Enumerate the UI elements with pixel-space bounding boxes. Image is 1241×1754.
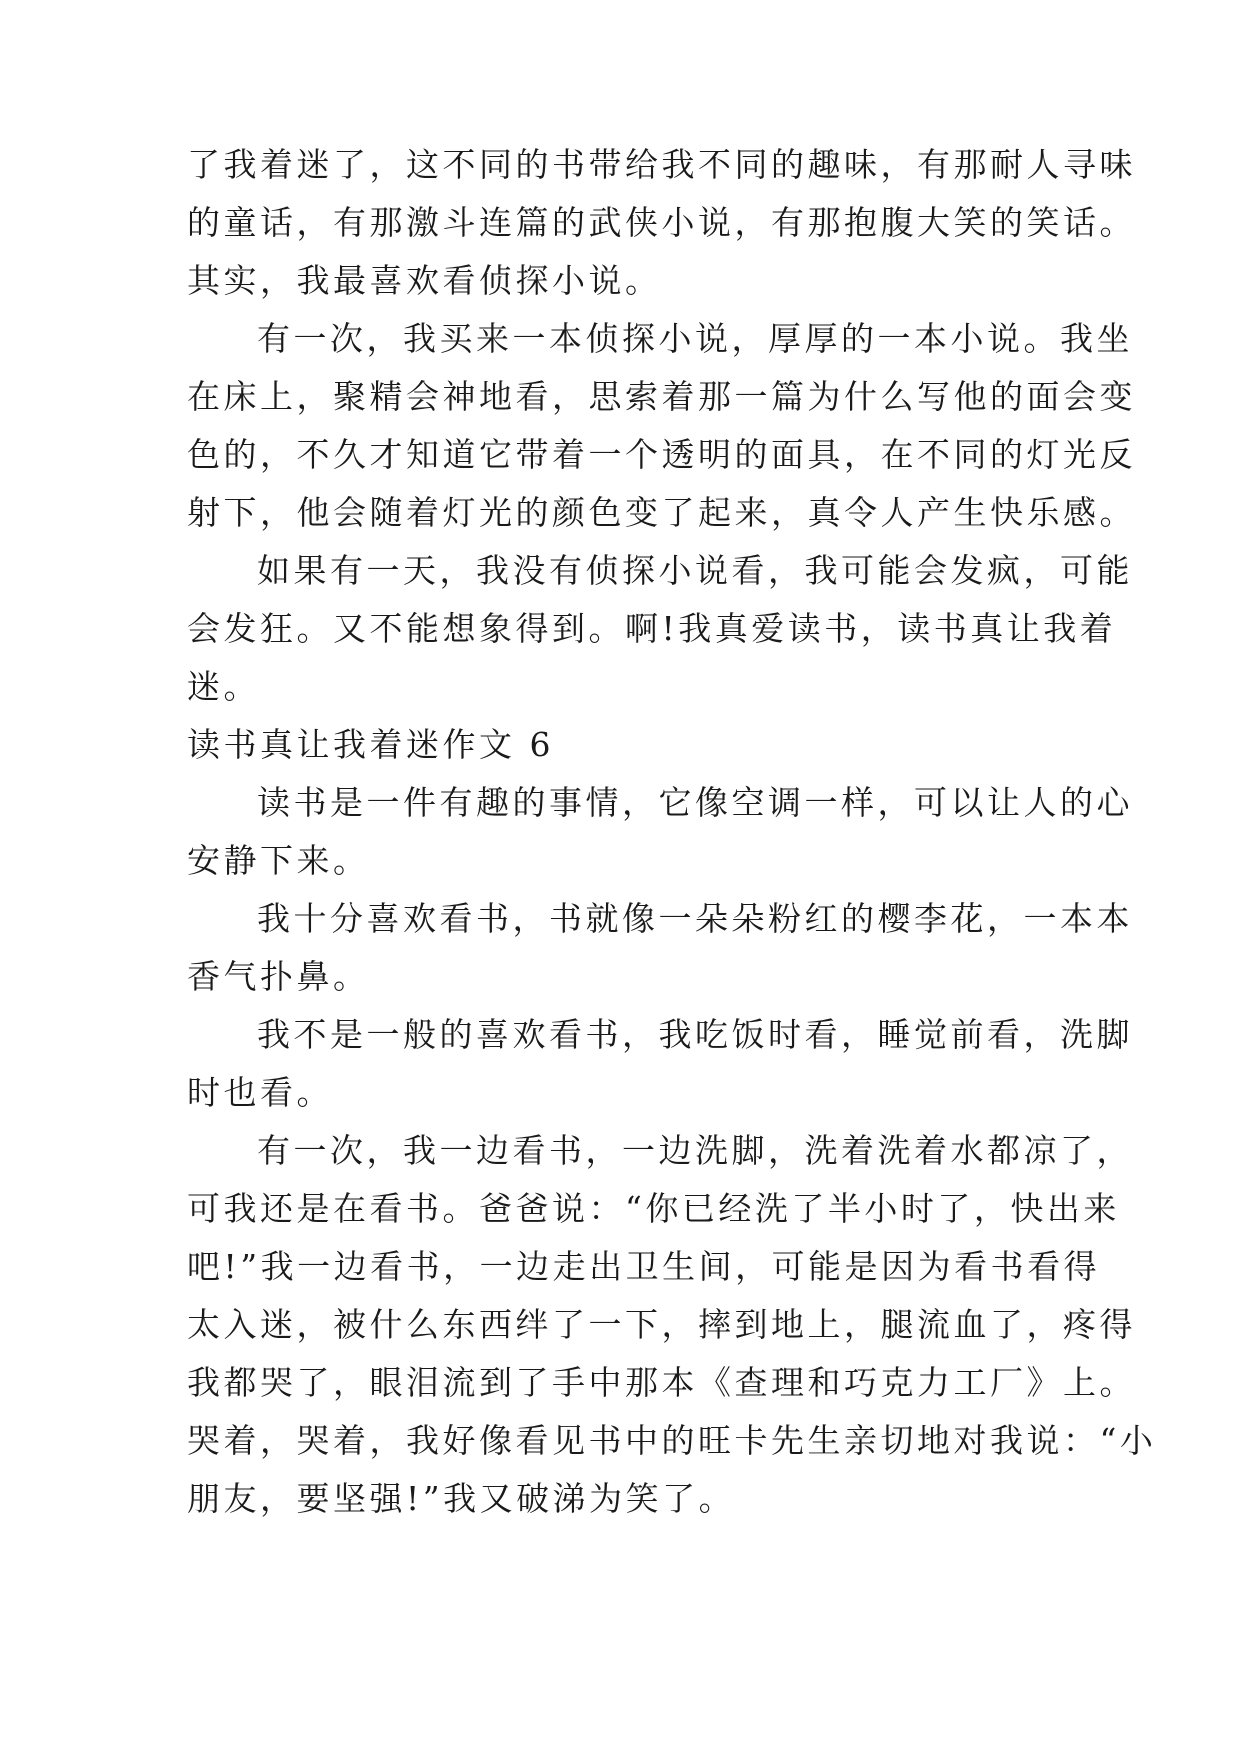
text-line: 会发狂。又不能想象得到。啊!我真爱读书，读书真让我着: [187, 609, 1117, 648]
text-line: 安静下来。: [187, 841, 370, 880]
text-line: 读书是一件有趣的事情，它像空调一样，可以让人的心: [257, 783, 1133, 822]
text-line: 射下，他会随着灯光的颜色变了起来，真令人产生快乐感。: [187, 493, 1136, 532]
text-line: 香气扑鼻。: [187, 957, 370, 996]
text-line: 太入迷，被什么东西绊了一下，摔到地上，腿流血了，疼得: [187, 1305, 1136, 1344]
text-line: 有一次，我一边看书，一边洗脚，洗着洗着水都凉了，: [257, 1131, 1133, 1170]
text-line: 我都哭了，眼泪流到了手中那本《查理和巧克力工厂》上。: [187, 1363, 1136, 1402]
text-line: 吧!”我一边看书，一边走出卫生间，可能是因为看书看得: [187, 1247, 1101, 1286]
text-line: 哭着，哭着，我好像看见书中的旺卡先生亲切地对我说：“小: [187, 1421, 1157, 1460]
text-line: 其实，我最喜欢看侦探小说。: [187, 261, 662, 300]
text-line: 的童话，有那激斗连篇的武侠小说，有那抱腹大笑的笑话。: [187, 203, 1136, 242]
text-line: 在床上，聚精会神地看，思索着那一篇为什么写他的面会变: [187, 377, 1136, 416]
section-heading: 读书真让我着迷作文 6: [187, 725, 554, 764]
text-line: 了我着迷了，这不同的书带给我不同的趣味，有那耐人寻味: [187, 145, 1136, 184]
text-line: 如果有一天，我没有侦探小说看，我可能会发疯，可能: [257, 551, 1133, 590]
text-line: 时也看。: [187, 1073, 333, 1112]
text-line: 朋友，要坚强!”我又破涕为笑了。: [187, 1479, 736, 1518]
text-line: 色的，不久才知道它带着一个透明的面具，在不同的灯光反: [187, 435, 1136, 474]
text-line: 可我还是在看书。爸爸说：“你已经洗了半小时了，快出来: [187, 1189, 1120, 1228]
text-line: 我不是一般的喜欢看书，我吃饭时看，睡觉前看，洗脚: [257, 1015, 1133, 1054]
text-line: 有一次，我买来一本侦探小说，厚厚的一本小说。我坐: [257, 319, 1133, 358]
text-line: 迷。: [187, 667, 260, 706]
text-line: 我十分喜欢看书，书就像一朵朵粉红的樱李花，一本本: [257, 899, 1133, 938]
